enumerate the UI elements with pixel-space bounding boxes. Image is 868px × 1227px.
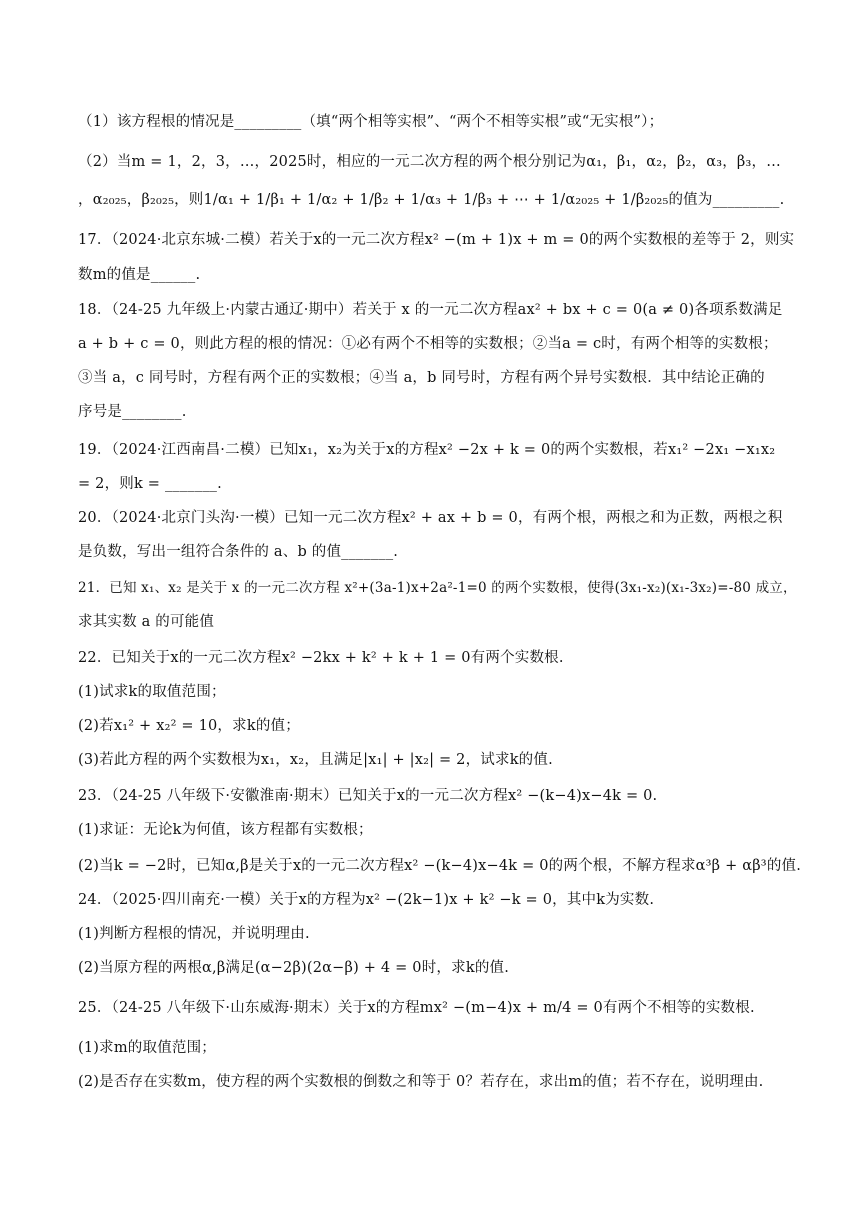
q19-line1: 19．（2024·江西南昌·二模）已知x₁，x₂为关于x的方程x² −2x + k = 0的两个实数根，若x₁² −2x₁ −x₁x₂ (78, 442, 776, 458)
q18-line3: ③当 a，c 同号时，方程有两个正的实数根；④当 a，b 同号时，方程有两个异号实数根．其中结论正确的 (78, 370, 765, 386)
q24-part2: (2)当原方程的两根α,β满足(α−2β)(2α−β) + 4 = 0时，求k的值. (78, 960, 510, 976)
q25-part1: (1)求m的取值范围； (78, 1040, 216, 1056)
q23-stem: 23．（24-25 八年级下·安徽淮南·期末）已知关于x的一元二次方程x² −(k−4)x−4k = 0. (78, 788, 658, 804)
q18-line4: 序号是________. (78, 404, 187, 420)
q22-part2: (2)若x₁² + x₂² = 10，求k的值； (78, 718, 300, 734)
q24-stem: 24．（2025·四川南充·一模）关于x的方程为x² −(2k−1)x + k² −k = 0，其中k为实数. (78, 892, 655, 908)
q25-part2: (2)是否存在实数m，使方程的两个实数根的倒数之和等于 0？若存在，求出m的值；若不存在，说明理由. (78, 1074, 764, 1090)
q18-line1: 18．（24-25 九年级上·内蒙古通辽·期中）若关于 x 的一元二次方程ax² + bx + c = 0(a ≠ 0)各项系数满足 (78, 302, 783, 318)
q21-line2: 求其实数 a 的可能值 (78, 614, 215, 630)
q19-line2: = 2，则k = _______. (78, 476, 222, 492)
q22-stem: 22．已知关于x的一元二次方程x² −2kx + k² + k + 1 = 0有两个实数根. (78, 650, 564, 666)
q16-part2: （2）当m = 1，2，3，…，2025时，相应的一元二次方程的两个根分别记为α₁，β₁，α₂，β₂，α₃，β₃，… (78, 154, 781, 170)
q18-line2: a + b + c = 0，则此方程的根的情况：①必有两个不相等的实数根；②当a = c时，有两个相等的实数根； (78, 336, 778, 352)
q22-part1: (1)试求k的取值范围； (78, 684, 226, 700)
q16-part2-cont: ，α₂₀₂₅，β₂₀₂₅，则1/α₁ + 1/β₁ + 1/α₂ + 1/β₂ + 1/α₃ + 1/β₃ + ⋯ + 1/α₂₀₂₅ + 1/β₂₀₂₅的值为_________. (78, 192, 785, 208)
q17-line1: 17．（2024·北京东城·二模）若关于x的一元二次方程x² −(m + 1)x + m = 0的两个实数根的差等于 2，则实 (78, 232, 795, 248)
q24-part1: (1)判断方程根的情况，并说明理由. (78, 926, 310, 942)
q23-part1: (1)求证：无论k为何值，该方程都有实数根； (78, 822, 373, 838)
q25-stem: 25．（24-25 八年级下·山东威海·期末）关于x的方程mx² −(m−4)x + m/4 = 0有两个不相等的实数根. (78, 1000, 755, 1016)
q17-line2: 数m的值是______. (78, 267, 201, 283)
q20-line2: 是负数，写出一组符合条件的 a、b 的值_______. (78, 544, 399, 560)
q23-part2: (2)当k = −2时，已知α,β是关于x的一元二次方程x² −(k−4)x−4k = 0的两个根，不解方程求α³β + αβ³的值. (78, 858, 802, 874)
q21-line1: 21．已知 x₁、x₂ 是关于 x 的一元二次方程 x²+(3a-1)x+2a²-1=0 的两个实数根，使得(3x₁-x₂)(x₁-3x₂)=-80 成立， (78, 580, 797, 596)
q20-line1: 20．（2024·北京门头沟·一模）已知一元二次方程x² + ax + b = 0，有两个根，两根之和为正数，两根之积 (78, 510, 783, 526)
q22-part3: (3)若此方程的两个实数根为x₁，x₂，且满足|x₁| + |x₂| = 2，试求k的值. (78, 752, 553, 768)
q16-part1: （1）该方程根的情况是_________（填“两个相等实根”、“两个不相等实根”或“无实根”）； (78, 114, 664, 130)
